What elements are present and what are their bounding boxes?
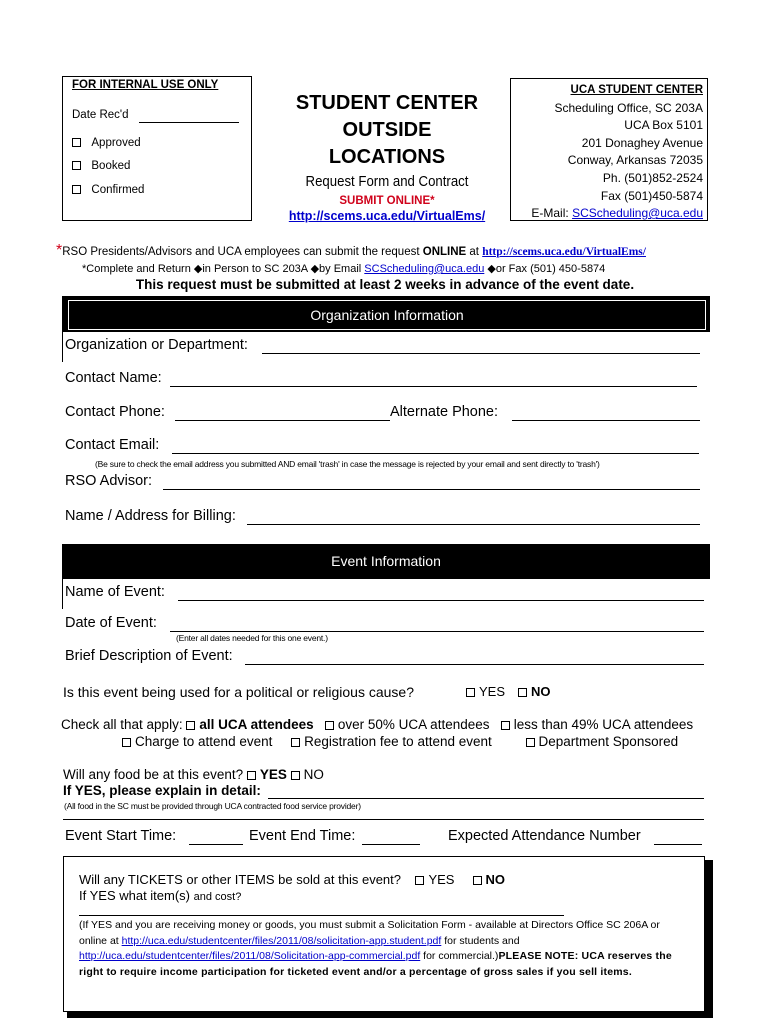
org-label: Organization or Department:: [65, 337, 248, 353]
political-yes-option[interactable]: [466, 684, 505, 699]
internal-use-box: [62, 76, 252, 221]
tickets-items-field[interactable]: [79, 915, 564, 916]
internal-use-heading: FOR INTERNAL USE ONLY: [72, 79, 219, 91]
commercial-solicitation-link[interactable]: http://uca.edu/studentcenter/files/2011/08/Solicitation-app-commercial.pdf: [79, 950, 421, 962]
event-section-header: [62, 544, 710, 579]
tickets-box: [63, 856, 705, 1012]
please-note: PLEASE NOTE: UCA reserves the right to require income participation for ticketed event and/or a percentage of gross sales if you sell items.: [79, 950, 672, 978]
alternate-phone-label: Alternate Phone:: [390, 404, 499, 420]
checkbox-icon[interactable]: [72, 185, 81, 194]
confirmed-label: Confirmed: [91, 184, 145, 196]
tickets-yes-label: YES: [428, 872, 455, 887]
food-note: (All food in the SC must be provided through UCA contracted food service provider): [64, 801, 361, 811]
charge-options-row: [122, 734, 678, 749]
food-no-label: NO: [303, 767, 324, 782]
approved-option[interactable]: [72, 137, 141, 149]
food-no-option[interactable]: [291, 767, 324, 782]
contact-phone-field[interactable]: [175, 420, 390, 421]
political-no-label: NO: [531, 684, 551, 699]
tickets-which-a: If YES what item(s): [79, 888, 194, 903]
checkbox-icon[interactable]: [186, 721, 195, 730]
return-email-link[interactable]: SCScheduling@uca.edu: [364, 263, 485, 275]
checkbox-icon[interactable]: [122, 738, 131, 747]
opt-all-attendees[interactable]: [186, 717, 313, 732]
org-left-rule: [62, 332, 63, 362]
student-solicitation-link[interactable]: http://uca.edu/studentcenter/files/2011/08/solicitation-app.student.pdf: [121, 934, 442, 947]
opt-dept-label: Department Sponsored: [538, 734, 679, 749]
rso-advisor-field[interactable]: [163, 489, 700, 490]
contact-name-label: Contact Name:: [65, 370, 162, 386]
subtitle: Request Form and Contract: [305, 173, 469, 190]
food-row: [63, 767, 324, 782]
tickets-which-b: and cost?: [193, 891, 242, 903]
event-description-label: Brief Description of Event:: [65, 648, 233, 664]
billing-field[interactable]: [247, 524, 700, 525]
food-explain-field[interactable]: [268, 798, 704, 799]
tickets-info: [79, 918, 689, 980]
return-notice: [82, 262, 605, 275]
booked-option[interactable]: [72, 160, 130, 172]
return-text-a: *Complete and Return ◆in Person to SC 203A ◆by Email: [82, 263, 365, 275]
tickets-info-c: for commercial.): [420, 950, 499, 962]
attendance-label: Expected Attendance Number: [448, 828, 641, 844]
opt-over-50[interactable]: [325, 717, 490, 732]
opt-charge[interactable]: [122, 734, 272, 749]
booked-label: Booked: [91, 160, 131, 172]
contact-box-heading: UCA STUDENT CENTER: [570, 84, 703, 96]
event-date-field[interactable]: [170, 631, 704, 632]
food-yes-option[interactable]: [247, 767, 287, 782]
tickets-info-b: for students and: [441, 934, 520, 947]
submit-online-label: SUBMIT ONLINE*: [339, 195, 435, 207]
event-date-label: Date of Event:: [65, 615, 157, 631]
political-question: Is this event being used for a political or religious cause?: [63, 684, 414, 700]
return-text-b: ◆or Fax (501) 450-5874: [484, 263, 606, 275]
opt-less-49[interactable]: [501, 717, 693, 732]
political-no-option[interactable]: [518, 684, 551, 699]
title-line-1: STUDENT CENTER: [295, 92, 479, 114]
rso-notice: [56, 242, 646, 260]
rso-text-a: RSO Presidents/Advisors and UCA employees can submit the request: [62, 246, 423, 258]
food-explain-field-2[interactable]: [63, 819, 704, 820]
box-number: UCA Box 5101: [624, 118, 703, 133]
asterisk: *: [56, 242, 63, 259]
opt-over-label: over 50% UCA attendees: [337, 717, 490, 732]
title-line-2: OUTSIDE: [342, 119, 432, 141]
checkbox-icon[interactable]: [526, 738, 535, 747]
tickets-no-option[interactable]: [473, 872, 506, 887]
email-label: E-Mail:: [531, 206, 573, 221]
rso-text-b: at: [466, 246, 483, 258]
event-description-field[interactable]: [245, 664, 704, 665]
checkbox-icon[interactable]: [325, 721, 334, 730]
food-yes-label: YES: [259, 767, 287, 782]
event-left-rule: [62, 579, 63, 609]
tickets-no-label: NO: [485, 872, 506, 887]
checkbox-icon[interactable]: [247, 771, 256, 780]
scheduling-email-link[interactable]: SCScheduling@uca.edu: [572, 206, 703, 221]
event-name-field[interactable]: [178, 600, 704, 601]
rso-virtual-ems-link[interactable]: http://scems.uca.edu/VirtualEms/: [482, 246, 646, 258]
checkbox-icon[interactable]: [415, 876, 424, 885]
checkbox-icon[interactable]: [466, 688, 475, 697]
attendance-field[interactable]: [654, 844, 702, 845]
end-time-label: Event End Time:: [249, 828, 356, 844]
date-received-label: Date Rec'd: [72, 109, 129, 121]
tickets-yes-option[interactable]: [415, 872, 454, 887]
contact-email-field[interactable]: [172, 453, 699, 454]
opt-reg-label: Registration fee to attend event: [304, 734, 492, 749]
city-state-zip: Conway, Arkansas 72035: [567, 153, 703, 168]
opt-department[interactable]: [526, 734, 679, 749]
checkbox-icon[interactable]: [518, 688, 527, 697]
food-explain-label: If YES, please explain in detail:: [63, 783, 261, 798]
opt-all-label: all UCA attendees: [199, 717, 314, 732]
office-address: Scheduling Office, SC 203A: [554, 100, 703, 115]
checkbox-icon[interactable]: [72, 138, 81, 147]
opt-less-label: less than 49% UCA attendees: [513, 717, 694, 732]
political-yes-label: YES: [479, 684, 506, 699]
checkbox-icon[interactable]: [72, 161, 81, 170]
opt-charge-label: Charge to attend event: [135, 734, 273, 749]
event-name-label: Name of Event:: [65, 584, 165, 600]
rso-advisor-label: RSO Advisor:: [65, 473, 153, 489]
org-section-title: Organization Information: [310, 307, 464, 323]
tickets-question: Will any TICKETS or other ITEMS be sold at this event?: [79, 872, 401, 887]
start-time-label: Event Start Time:: [65, 828, 177, 844]
approved-label: Approved: [91, 137, 141, 149]
checkbox-icon[interactable]: [291, 738, 300, 747]
email-note: (Be sure to check the email address you submitted AND email 'trash' in case the message is rejected by your email and sent directly to 'trash'): [95, 459, 600, 469]
street-address: 201 Donaghey Avenue: [581, 135, 703, 150]
contact-phone-label: Contact Phone:: [65, 404, 165, 420]
alternate-phone-field[interactable]: [512, 420, 700, 421]
checkbox-icon[interactable]: [473, 876, 482, 885]
phone-number: Ph. (501)852-2524: [602, 170, 703, 185]
org-field[interactable]: [262, 353, 700, 354]
virtual-ems-link[interactable]: http://scems.uca.edu/VirtualEms/: [288, 209, 486, 223]
checkbox-icon[interactable]: [501, 721, 510, 730]
checkbox-icon[interactable]: [291, 771, 300, 780]
online-word: ONLINE: [422, 246, 467, 258]
email-line: [509, 205, 703, 223]
event-date-note: (Enter all dates needed for this one event.): [176, 633, 328, 643]
date-received-field[interactable]: [139, 122, 239, 123]
tickets-question-row: [79, 872, 505, 887]
confirmed-option[interactable]: [72, 184, 144, 196]
food-question: Will any food be at this event?: [63, 767, 247, 782]
end-time-field[interactable]: [362, 844, 420, 845]
check-all-row: [61, 717, 693, 732]
deadline-notice: This request must be submitted at least 2 weeks in advance of the event date.: [135, 277, 635, 292]
tickets-which-row: [79, 888, 241, 903]
title-block: [262, 90, 512, 225]
check-all-label: Check all that apply:: [61, 717, 187, 732]
opt-registration[interactable]: [291, 734, 492, 749]
tickets-info-a: (If YES and you are receiving money or goods, you must submit a Solicitation Form - available at Directors Office SC 206A or online at: [79, 919, 660, 947]
title-line-3: LOCATIONS: [328, 146, 446, 168]
fax-number: Fax (501)450-5874: [600, 188, 703, 203]
contact-name-field[interactable]: [170, 386, 697, 387]
org-section-header: [68, 300, 706, 330]
event-section-title: Event Information: [331, 553, 441, 569]
start-time-field[interactable]: [189, 844, 243, 845]
contact-email-label: Contact Email:: [65, 437, 160, 453]
billing-label: Name / Address for Billing:: [65, 508, 236, 524]
contact-box: [510, 78, 708, 221]
